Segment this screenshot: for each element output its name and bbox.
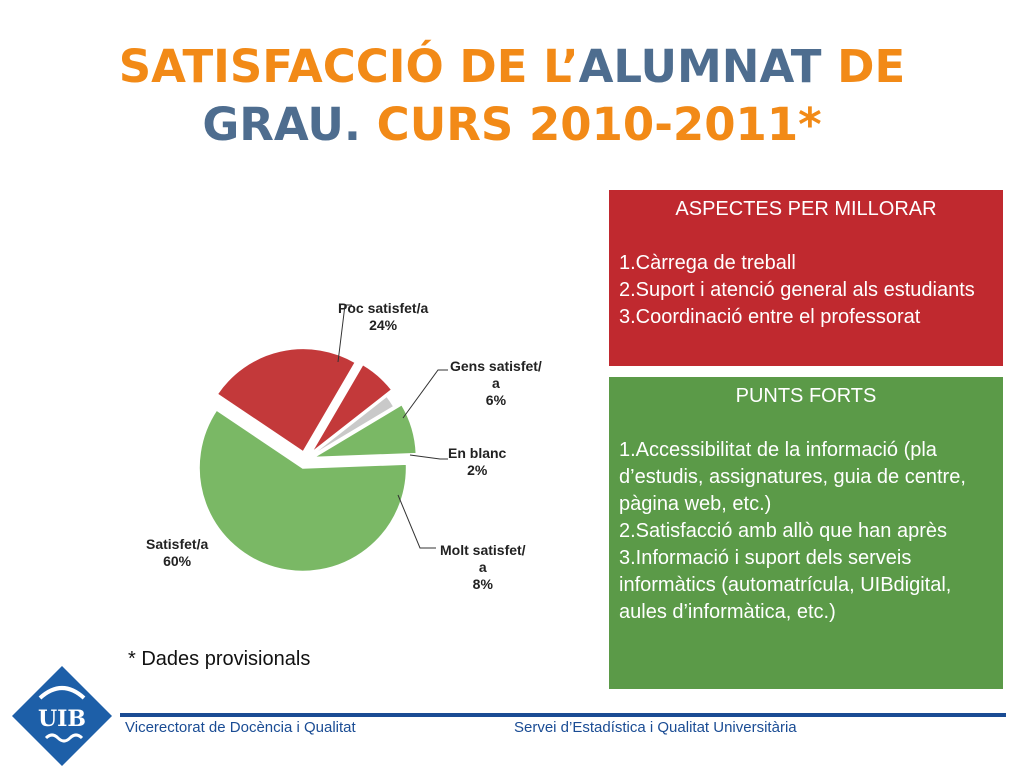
pie-chart bbox=[120, 290, 600, 610]
logo-text: UIB bbox=[37, 706, 87, 732]
title-part-3: DE bbox=[821, 40, 906, 93]
leader-line-gens bbox=[403, 370, 448, 418]
improvement-heading: ASPECTES PER MILLORAR bbox=[675, 198, 937, 220]
footer-divider bbox=[120, 713, 1006, 717]
slide-title bbox=[40, 38, 984, 154]
title-part-1: SATISFACCIÓ DE L’ bbox=[118, 40, 579, 93]
improvement-item-3: 3.Coordinació entre el professorat bbox=[619, 306, 921, 328]
slice-label-poc-satisfet: Poc satisfet/a 24% bbox=[338, 300, 429, 333]
leader-line-blanc bbox=[410, 455, 448, 459]
footer-left-text: Vicerectorat de Docència i Qualitat bbox=[125, 719, 356, 736]
strength-item-1: 1.Accessibilitat de la informació (pla d’estudis, assignatures, guia de centre, pàgina web, etc.) bbox=[619, 439, 966, 515]
slice-label-satisfet: Satisfet/a 60% bbox=[146, 536, 209, 569]
title-line-1 bbox=[40, 38, 984, 96]
title-line-2 bbox=[40, 96, 984, 154]
improvement-item-1: 1.Càrrega de treball bbox=[619, 252, 796, 274]
provisional-data-note: * Dades provisionals bbox=[128, 648, 311, 670]
improvement-item-2: 2.Suport i atenció general als estudiants bbox=[619, 279, 975, 301]
strength-item-2: 2.Satisfacció amb allò que han après bbox=[619, 520, 947, 542]
title-part-4: GRAU. bbox=[202, 98, 361, 151]
footer-right-text: Servei d’Estadística i Qualitat Universitària bbox=[514, 719, 797, 736]
slice-label-gens-satisfet: Gens satisfet/ a 6% bbox=[450, 358, 542, 408]
slice-label-molt-satisfet: Molt satisfet/ a 8% bbox=[440, 542, 526, 592]
leader-line-molt bbox=[398, 495, 436, 548]
uib-logo-icon bbox=[10, 664, 114, 768]
strengths-heading: PUNTS FORTS bbox=[735, 385, 877, 407]
title-part-5: CURS 2010-2011* bbox=[361, 98, 822, 151]
slice-label-en-blanc: En blanc 2% bbox=[448, 445, 507, 478]
strengths-box bbox=[609, 377, 1003, 689]
strength-item-3: 3.Informació i suport dels serveis informàtics (automatrícula, UIBdigital, aules d’informàtica, etc.) bbox=[619, 547, 952, 623]
improvement-box bbox=[609, 190, 1003, 366]
title-part-2: ALUMNAT bbox=[578, 40, 822, 93]
